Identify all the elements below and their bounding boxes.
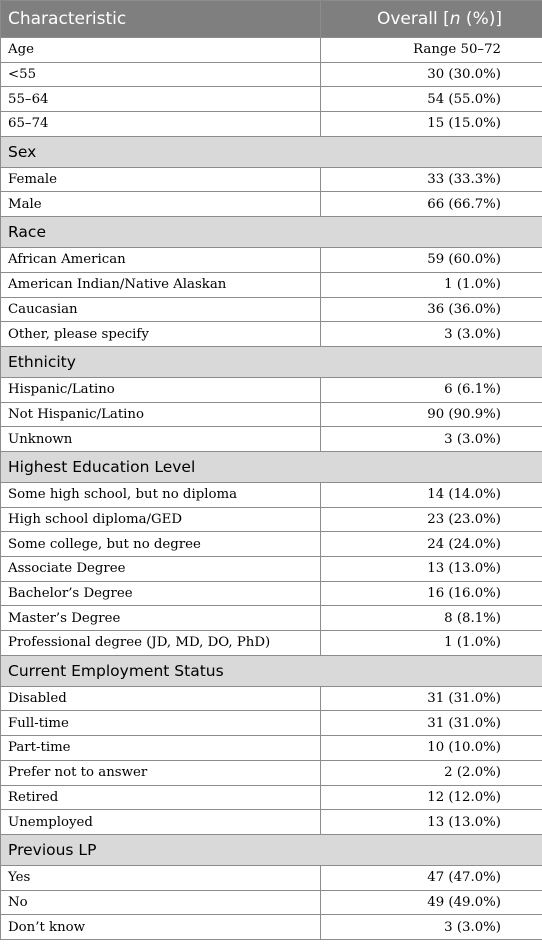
table-row: [1, 38, 542, 63]
table-header: [1, 1, 542, 38]
row-value: 36 (36.0%): [321, 297, 542, 322]
section-header-row: [1, 217, 542, 248]
table-row: [1, 248, 542, 273]
row-value: 23 (23.0%): [321, 507, 542, 532]
row-label: Disabled: [1, 686, 321, 711]
row-label: Professional degree (JD, MD, DO, PhD): [1, 631, 321, 656]
row-value: 3 (3.0%): [321, 427, 542, 452]
table-row: [1, 87, 542, 112]
table-row: [1, 686, 542, 711]
row-value: 31 (31.0%): [321, 686, 542, 711]
table-row: [1, 581, 542, 606]
row-label: Full-time: [1, 711, 321, 736]
row-label: Some college, but no degree: [1, 532, 321, 557]
table-row: [1, 272, 542, 297]
table-row: [1, 167, 542, 192]
row-label: Male: [1, 192, 321, 217]
row-value: 3 (3.0%): [321, 915, 542, 940]
row-value: 66 (66.7%): [321, 192, 542, 217]
row-value: 2 (2.0%): [321, 760, 542, 785]
table-row: [1, 711, 542, 736]
section-label: Current Employment Status: [1, 655, 542, 686]
section-label: Race: [1, 217, 542, 248]
row-label: Master’s Degree: [1, 606, 321, 631]
row-value: 6 (6.1%): [321, 377, 542, 402]
row-value: 14 (14.0%): [321, 482, 542, 507]
row-label: Hispanic/Latino: [1, 377, 321, 402]
header-overall-n: n: [449, 9, 461, 29]
table-row: [1, 297, 542, 322]
row-value: 24 (24.0%): [321, 532, 542, 557]
table-row: [1, 192, 542, 217]
row-label: Associate Degree: [1, 557, 321, 582]
section-label: Highest Education Level: [1, 451, 542, 482]
table-row: [1, 557, 542, 582]
row-label: <55: [1, 62, 321, 87]
table-row: [1, 322, 542, 347]
row-value: 15 (15.0%): [321, 112, 542, 137]
table-row: [1, 631, 542, 656]
row-label: Not Hispanic/Latino: [1, 402, 321, 427]
row-label: 55–64: [1, 87, 321, 112]
row-value: 49 (49.0%): [321, 890, 542, 915]
table-row: [1, 890, 542, 915]
table-row: [1, 377, 542, 402]
table-row: [1, 532, 542, 557]
row-value: 16 (16.0%): [321, 581, 542, 606]
table-row: [1, 865, 542, 890]
row-label: Unknown: [1, 427, 321, 452]
header-overall-suffix: (%)]: [460, 9, 502, 29]
row-label: No: [1, 890, 321, 915]
table-row: [1, 606, 542, 631]
row-label: Female: [1, 167, 321, 192]
row-label: Part-time: [1, 736, 321, 761]
table-row: [1, 915, 542, 940]
row-label: 65–74: [1, 112, 321, 137]
table-row: [1, 507, 542, 532]
row-value: 12 (12.0%): [321, 785, 542, 810]
row-label: High school diploma/GED: [1, 507, 321, 532]
row-value: 3 (3.0%): [321, 322, 542, 347]
table-row: [1, 402, 542, 427]
row-label: Yes: [1, 865, 321, 890]
row-label: African American: [1, 248, 321, 273]
section-label: Previous LP: [1, 834, 542, 865]
row-label: Don’t know: [1, 915, 321, 940]
row-label: Unemployed: [1, 810, 321, 835]
table-row: [1, 760, 542, 785]
table-row: [1, 482, 542, 507]
section-header-row: [1, 834, 542, 865]
table-row: [1, 736, 542, 761]
row-value: 1 (1.0%): [321, 272, 542, 297]
row-value: 33 (33.3%): [321, 167, 542, 192]
section-header-row: [1, 655, 542, 686]
row-value: 90 (90.9%): [321, 402, 542, 427]
row-label: Prefer not to answer: [1, 760, 321, 785]
table-row: [1, 785, 542, 810]
row-value: 13 (13.0%): [321, 557, 542, 582]
row-value: 13 (13.0%): [321, 810, 542, 835]
row-value: 47 (47.0%): [321, 865, 542, 890]
row-value: 8 (8.1%): [321, 606, 542, 631]
table-row: [1, 62, 542, 87]
header-row: [1, 1, 542, 38]
row-label: Other, please specify: [1, 322, 321, 347]
row-value: 54 (55.0%): [321, 87, 542, 112]
row-value: Range 50–72: [321, 38, 542, 63]
row-label: American Indian/Native Alaskan: [1, 272, 321, 297]
section-header-row: [1, 136, 542, 167]
row-value: 10 (10.0%): [321, 736, 542, 761]
row-value: 31 (31.0%): [321, 711, 542, 736]
row-label: Age: [1, 38, 321, 63]
section-header-row: [1, 451, 542, 482]
header-overall-prefix: Overall [: [376, 9, 450, 29]
table-row: [1, 810, 542, 835]
row-label: Some high school, but no diploma: [1, 482, 321, 507]
section-label: Ethnicity: [1, 346, 542, 377]
row-value: 30 (30.0%): [321, 62, 542, 87]
section-label: Sex: [1, 136, 542, 167]
row-label: Caucasian: [1, 297, 321, 322]
table-body: [1, 38, 542, 940]
row-label: Retired: [1, 785, 321, 810]
header-characteristic: Characteristic: [1, 1, 321, 38]
row-value: 1 (1.0%): [321, 631, 542, 656]
section-header-row: [1, 346, 542, 377]
header-overall: [321, 1, 542, 38]
row-label: Bachelor’s Degree: [1, 581, 321, 606]
row-value: 59 (60.0%): [321, 248, 542, 273]
table-row: [1, 112, 542, 137]
table-row: [1, 427, 542, 452]
